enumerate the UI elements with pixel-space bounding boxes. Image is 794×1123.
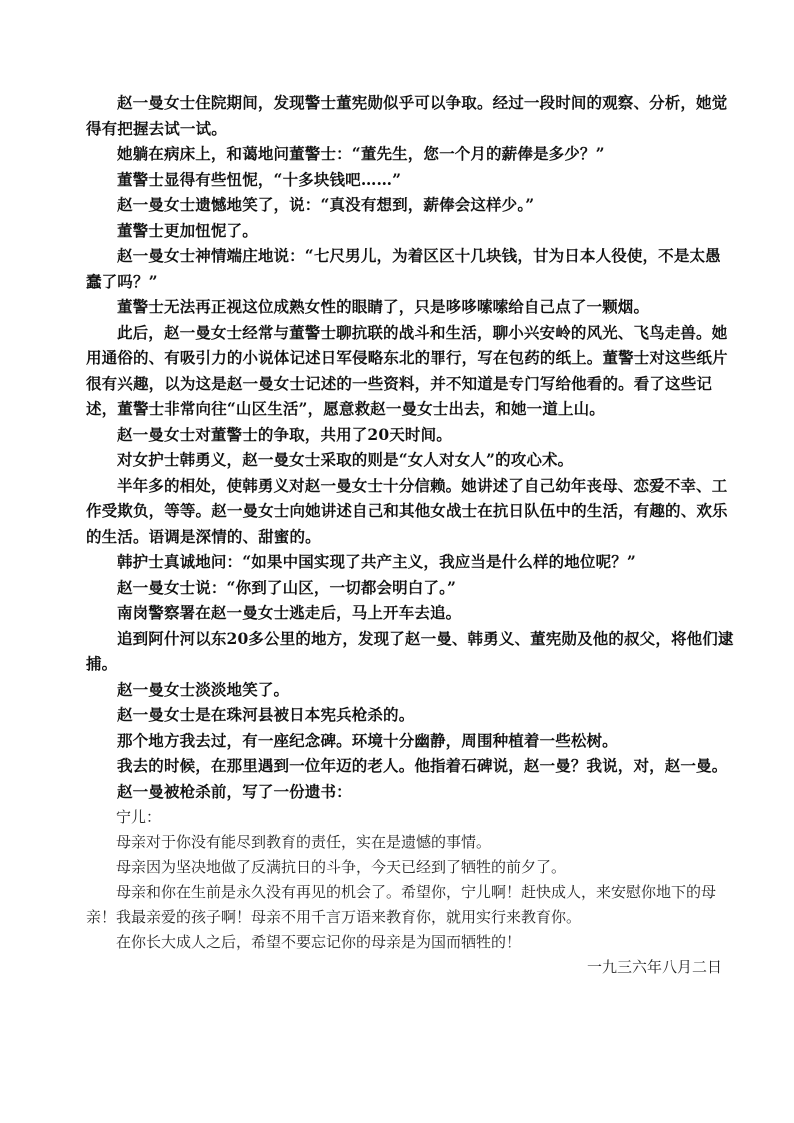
paragraph: 此后，赵一曼女士经常与董警士聊抗联的战斗和生活，聊小兴安岭的风光、飞鸟走兽。她用通俗的、有吸引力的小说体记述日军侵略东北的罪行，写在包药的纸上。董警士对这些纸片很有兴趣，以为这是赵一曼女士记述的一些资料，并不知道是专门写给他看的。看了这些记述，董警士非常向往“山区生活”，愿意救赵一曼女士出去，和她一道上山。 [86,322,728,418]
letter-paragraph: 母亲对于你没有能尽到教育的责任，实在是遗憾的事情。 [116,833,492,851]
letter-paragraph: 母亲和你在生前是永久没有再见的机会了。希望你，宁儿啊！赶快成人，来安慰你地下的母亲！我最亲爱的孩子啊！母亲不用千言万语来教育你，就用实行来教育你。 [86,883,717,926]
letter-section [86,805,736,980]
letter-paragraph: 母亲因为坚决地做了反满抗日的斗争，今天已经到了牺牲的前夕了。 [116,858,567,876]
paragraph: 董警士显得有些忸怩，“十多块钱吧……” [117,169,402,189]
paragraph: 赵一曼女士是在珠河县被日本宪兵枪杀的。 [117,705,415,724]
paragraph: 赵一曼女士神情端庄地说：“七尺男儿，为着区区十几块钱，甘为日本人役使，不是太愚蠢了吗？” [86,246,721,291]
paragraph: 董警士更加忸怩了。 [117,220,258,240]
paragraph: 赵一曼女士淡淡地笑了。 [117,679,290,699]
letter-salutation: 宁儿： [116,808,162,826]
paragraph: 赵一曼女士住院期间，发现警士董宪勋似乎可以争取。经过一段时间的观察、分析，她觉得有把握去试一试。 [86,93,728,138]
paragraph: 对女护士韩勇义，赵一曼女士采取的则是“女人对女人”的攻心术。 [117,450,574,469]
paragraph: 我去的时候，在那里遇到一位年迈的老人。他指着石碑说，赵一曼？我说，对，赵一曼。 [117,756,728,775]
paragraph: 赵一曼女士对董警士的争取，共用了20天时间。 [117,424,452,444]
paragraph: 半年多的相处，使韩勇义对赵一曼女士十分信赖。她讲述了自己幼年丧母、恋爱不幸、工作受欺负，等等。赵一曼女士向她讲述自己和其他女战士在抗日队伍中的生活，有趣的、欢乐的生活。语调是深情的、甜蜜的。 [86,475,728,546]
paragraph: 南岗警察署在赵一曼女士逃走后，马上开车去追。 [117,603,462,622]
letter-date: 一九三六年八月二日 [586,958,722,976]
paragraph: 追到阿什河以东20多公里的地方，发现了赵一曼、韩勇义、董宪勋及他的叔父，将他们逮捕。 [86,628,734,673]
paragraph: 韩护士真诚地问：“如果中国实现了共产主义，我应当是什么样的地位呢？” [117,552,636,571]
letter-paragraph: 在你长大成人之后，希望不要忘记你的母亲是为国而牺牲的！ [116,933,522,951]
paragraph: 那个地方我去过，有一座纪念碑。环境十分幽静，周围种植着一些松树。 [117,730,618,750]
paragraph: 赵一曼被枪杀前，写了一份遗书： [117,781,352,801]
document-body [86,90,736,980]
paragraph: 董警士无法再正视这位成熟女性的眼睛了，只是哆哆嗦嗦给自己点了一颗烟。 [117,297,650,316]
paragraph: 赵一曼女士遗憾地笑了，说：“真没有想到，薪俸会这样少。” [117,195,535,214]
paragraph: 她躺在病床上，和蔼地问董警士：“董先生，您一个月的薪俸是多少？” [117,144,605,163]
narrative-section [86,90,736,804]
paragraph: 赵一曼女士说：“你到了山区，一切都会明白了。” [117,577,457,597]
